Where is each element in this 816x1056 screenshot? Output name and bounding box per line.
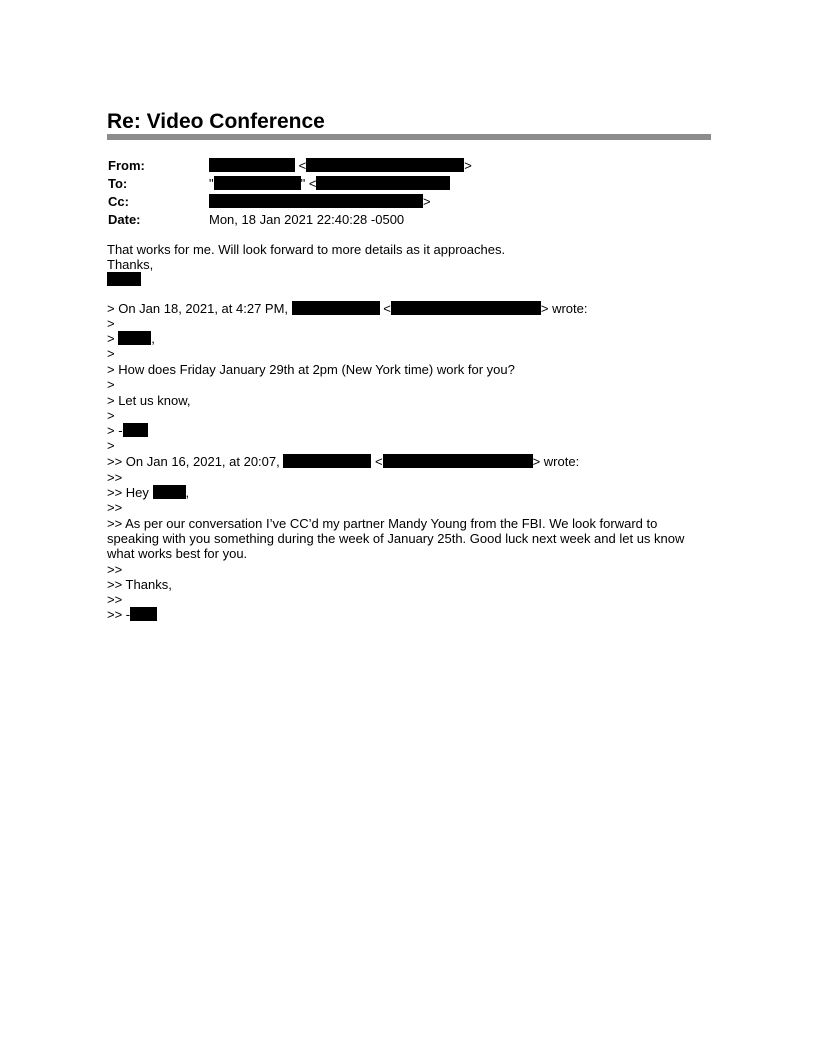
quote2-wrote: > wrote: bbox=[532, 454, 580, 469]
quote1-gt: > bbox=[107, 377, 115, 392]
quote1-greeting bbox=[107, 331, 155, 346]
quote2-hey: >> Hey bbox=[107, 485, 149, 500]
redacted-name bbox=[209, 158, 295, 172]
quote1-sig-prefix: > - bbox=[107, 423, 123, 438]
quote1-greet-prefix: > bbox=[107, 331, 115, 346]
quote1-intro-text: > On Jan 18, 2021, at 4:27 PM, bbox=[107, 301, 289, 316]
quote1-wrote: > wrote: bbox=[540, 301, 588, 316]
cc-value: > bbox=[209, 193, 431, 211]
quote1-signature bbox=[107, 423, 148, 438]
quote2-lt: < bbox=[375, 454, 383, 469]
redacted-name bbox=[118, 331, 151, 345]
quote2-intro-text: >> On Jan 16, 2021, at 20:07, bbox=[107, 454, 280, 469]
quote1-greet-comma: , bbox=[151, 331, 155, 346]
quote1-gt: > bbox=[107, 316, 115, 331]
cc-label: Cc: bbox=[108, 194, 129, 209]
redacted-email bbox=[383, 454, 533, 468]
redacted-signature bbox=[123, 423, 148, 437]
quote2-intro bbox=[107, 454, 579, 469]
to-value: " " < bbox=[209, 175, 450, 193]
reply-signature bbox=[107, 272, 141, 287]
quote2-greeting bbox=[107, 485, 189, 500]
redacted-name bbox=[283, 454, 371, 468]
quote1-intro bbox=[107, 301, 588, 316]
quote1-gt: > bbox=[107, 408, 115, 423]
redacted-email bbox=[306, 158, 464, 172]
redacted-email bbox=[391, 301, 541, 315]
redacted-email bbox=[316, 176, 450, 190]
quote1-let-us-know: > Let us know, bbox=[107, 393, 191, 408]
quote1-question: > How does Friday January 29th at 2pm (New York time) work for you? bbox=[107, 362, 515, 377]
quote1-gt: > bbox=[107, 346, 115, 361]
reply-line-1: That works for me. Will look forward to more details as it approaches. bbox=[107, 242, 506, 257]
redacted-name bbox=[214, 176, 301, 190]
quote2-gt: >> bbox=[107, 500, 123, 515]
date-label: Date: bbox=[108, 212, 141, 227]
redacted-signature bbox=[130, 607, 157, 621]
redacted-name bbox=[153, 485, 186, 499]
quote2-gt: >> bbox=[107, 592, 123, 607]
quote2-gt: >> bbox=[107, 562, 123, 577]
redacted-email bbox=[209, 194, 423, 208]
quote2-signature bbox=[107, 607, 157, 622]
quote2-paragraph: >> As per our conversation I’ve CC’d my partner Mandy Young from the FBI. We look forward to speaking with you something during the week of January 25th. Good luck next week and let us know what works best for you. bbox=[107, 516, 685, 561]
reply-line-2: Thanks, bbox=[107, 257, 154, 272]
quote2-gt: >> bbox=[107, 470, 123, 485]
quote2-thanks: >> Thanks, bbox=[107, 577, 172, 592]
from-label: From: bbox=[108, 158, 145, 173]
title-rule bbox=[107, 134, 711, 140]
date-value: Mon, 18 Jan 2021 22:40:28 -0500 bbox=[209, 212, 405, 227]
quote2-sig-prefix: >> - bbox=[107, 607, 131, 622]
quote2-hey-comma: , bbox=[185, 485, 190, 500]
from-value: < > bbox=[209, 157, 472, 175]
to-label: To: bbox=[108, 176, 128, 191]
redacted-signature bbox=[107, 272, 141, 286]
redacted-name bbox=[292, 301, 380, 315]
email-subject: Re: Video Conference bbox=[107, 110, 325, 133]
quote1-gt: > bbox=[107, 438, 115, 453]
quote1-lt: < bbox=[383, 301, 391, 316]
